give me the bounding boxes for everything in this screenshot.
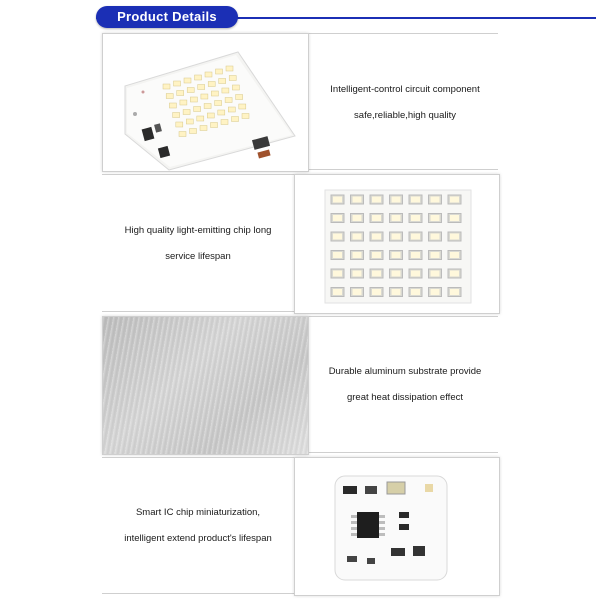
feature-row-chip <box>102 174 498 312</box>
led-chip-phosphor <box>372 197 381 203</box>
feature-caption-substrate <box>312 359 498 411</box>
led-chip-phosphor <box>392 252 401 258</box>
led-chip-phosphor <box>392 197 401 203</box>
feature-caption-ic <box>102 500 294 552</box>
led-chip-phosphor <box>333 234 342 240</box>
led-chip-phosphor <box>411 197 420 203</box>
led-chip <box>205 72 212 77</box>
led-chip-phosphor <box>372 252 381 258</box>
led-chip <box>166 94 173 99</box>
led-chip <box>197 116 204 121</box>
led-chip-phosphor <box>372 271 381 277</box>
section-header <box>0 0 600 30</box>
led-chip <box>211 123 218 128</box>
led-chip-phosphor <box>333 271 342 277</box>
led-chip-phosphor <box>353 234 362 240</box>
led-chip <box>187 88 194 93</box>
led-chip <box>190 97 197 102</box>
led-chip-phosphor <box>411 215 420 221</box>
led-chip-phosphor <box>333 289 342 295</box>
led-chip-phosphor <box>333 215 342 221</box>
led-chip-phosphor <box>450 234 459 240</box>
led-chip <box>216 69 223 74</box>
led-chip <box>232 85 239 90</box>
led-chip <box>208 82 215 87</box>
led-chip-phosphor <box>411 234 420 240</box>
led-chip <box>226 66 233 71</box>
led-chip-phosphor <box>431 234 440 240</box>
led-chip <box>225 98 232 103</box>
led-chip-phosphor <box>431 271 440 277</box>
feature-row-ic <box>102 457 498 594</box>
led-chip <box>215 101 222 106</box>
ic-chip-board-image <box>294 457 500 596</box>
led-chip <box>179 132 186 137</box>
feature-row-circuit <box>102 33 498 170</box>
led-chip <box>173 113 180 118</box>
led-chip-phosphor <box>450 271 459 277</box>
led-chip <box>207 113 214 118</box>
led-chip <box>195 75 202 80</box>
caption-line: Intelligent-control circuit component <box>330 84 480 95</box>
feature-caption-circuit <box>312 77 498 129</box>
led-chip <box>229 76 236 81</box>
led-chip-phosphor <box>431 289 440 295</box>
feature-row-substrate <box>102 316 498 453</box>
led-chip <box>163 84 170 89</box>
led-chip <box>194 107 201 112</box>
led-chip <box>176 122 183 127</box>
led-chip-phosphor <box>431 252 440 258</box>
led-chip <box>232 117 239 122</box>
aluminum-substrate-image <box>102 316 309 455</box>
led-chip-phosphor <box>353 252 362 258</box>
led-chip <box>211 91 218 96</box>
caption-line: Durable aluminum substrate provide <box>328 366 482 377</box>
caption-line: High quality light-emitting chip long <box>124 225 272 236</box>
led-chip <box>221 120 228 125</box>
led-chip-phosphor <box>411 289 420 295</box>
led-chip-phosphor <box>450 215 459 221</box>
led-chip-phosphor <box>392 215 401 221</box>
led-chip <box>239 104 246 109</box>
led-chip <box>180 100 187 105</box>
led-chip-phosphor <box>372 234 381 240</box>
led-chip <box>204 104 211 109</box>
led-chip-phosphor <box>450 252 459 258</box>
led-chip-phosphor <box>392 234 401 240</box>
led-chip <box>228 107 235 112</box>
caption-line: great heat dissipation effect <box>346 392 463 403</box>
led-chip <box>186 119 193 124</box>
led-chip-phosphor <box>392 289 401 295</box>
led-chip-array-image <box>294 174 500 314</box>
led-chip-phosphor <box>333 252 342 258</box>
caption-line: service lifespan <box>165 251 231 262</box>
led-chip <box>169 103 176 108</box>
led-chip <box>183 110 190 115</box>
led-chip-phosphor <box>353 289 362 295</box>
led-chip-phosphor <box>450 197 459 203</box>
led-chip-phosphor <box>333 197 342 203</box>
feature-caption-chip <box>102 218 294 270</box>
caption-line: Smart IC chip miniaturization, <box>135 507 261 518</box>
led-chip-phosphor <box>372 215 381 221</box>
led-chip-phosphor <box>392 271 401 277</box>
led-chip <box>218 110 225 115</box>
led-chip-phosphor <box>353 215 362 221</box>
led-chip-phosphor <box>353 197 362 203</box>
caption-line: safe,reliable,high quality <box>354 110 456 121</box>
led-chip-phosphor <box>431 197 440 203</box>
caption-line: intelligent extend product's lifespan <box>124 533 272 544</box>
section-title: Product Details <box>96 6 238 28</box>
led-chip <box>200 126 207 131</box>
led-chip-phosphor <box>372 289 381 295</box>
led-chip-phosphor <box>353 271 362 277</box>
led-chip <box>236 95 243 100</box>
led-chip <box>198 85 205 90</box>
led-chip <box>201 94 208 99</box>
led-chip-phosphor <box>411 252 420 258</box>
led-chip <box>219 79 226 84</box>
led-chip-phosphor <box>450 289 459 295</box>
led-chip <box>222 88 229 93</box>
led-chip <box>242 114 249 119</box>
led-chip <box>177 91 184 96</box>
led-chip <box>190 129 197 134</box>
led-chip <box>184 78 191 83</box>
led-chip-phosphor <box>431 215 440 221</box>
led-chip-phosphor <box>411 271 420 277</box>
led-chip <box>174 81 181 86</box>
led-board-image <box>102 33 309 172</box>
